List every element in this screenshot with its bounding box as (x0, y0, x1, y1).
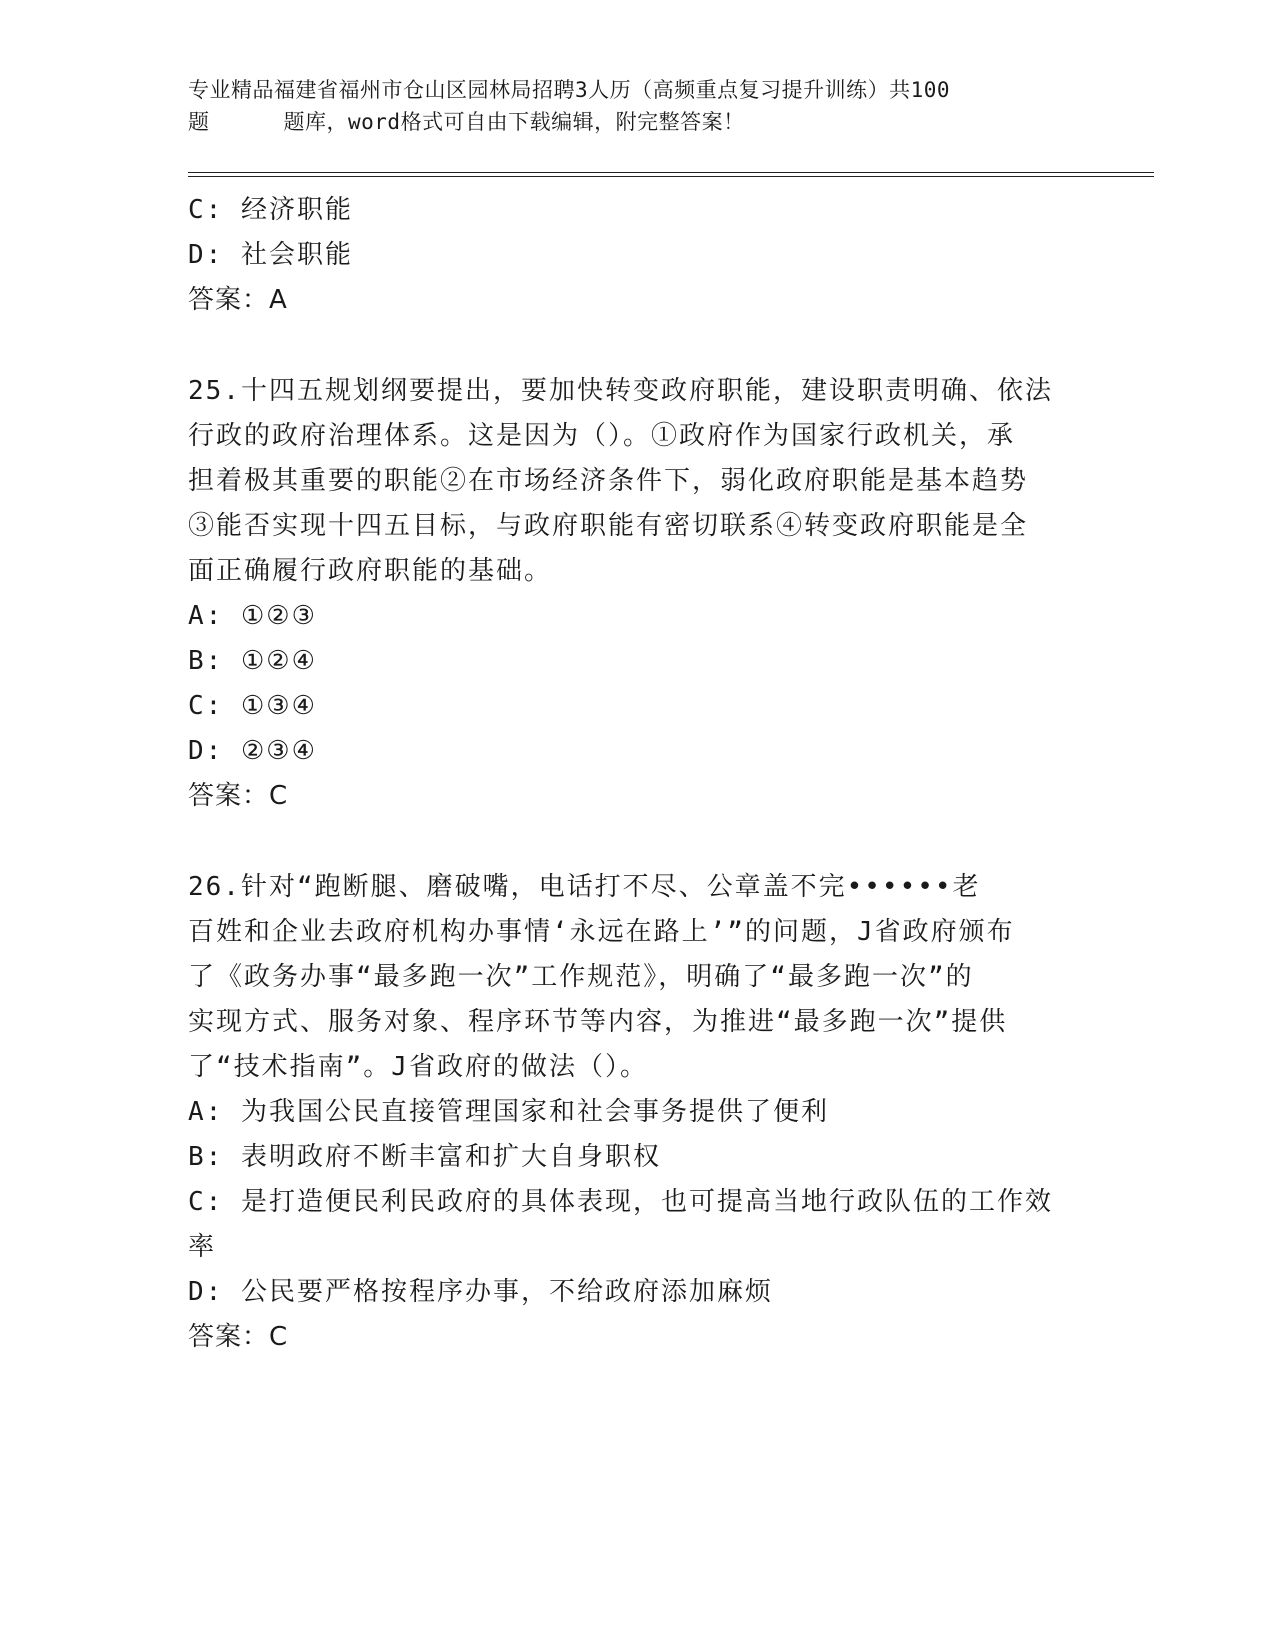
option-a: A: 为我国公民直接管理国家和社会事务提供了便利 (188, 1097, 829, 1127)
question-line: 了《政务办事“最多跑一次”工作规范》，明确了“最多跑一次”的 (188, 962, 974, 992)
option-b: B: 表明政府不断丰富和扩大自身职权 (188, 1142, 661, 1172)
question-line: 面正确履行政府职能的基础。 (188, 556, 553, 586)
question-line: 行政的政府治理体系。这是因为（）。①政府作为国家行政机关，承 (188, 421, 1016, 451)
answer-line: 答案：A (188, 285, 288, 315)
option-b: B: ①②④ (188, 646, 317, 676)
header-title-line2 (188, 106, 1088, 138)
header-divider-top (188, 172, 1154, 173)
question-line: 26.针对“跑断腿、磨破嘴，电话打不尽、公章盖不完••••••老 (188, 872, 981, 902)
option-c-continued: 率 (188, 1232, 217, 1262)
option-d: D: 社会职能 (188, 240, 353, 270)
document-body (188, 188, 1088, 1360)
question-line: 了“技术指南”。J省政府的做法（）。 (188, 1052, 648, 1082)
header-title-line1: 专业精品福建省福州市仓山区园林局招聘3人历（高频重点复习提升训练）共100 (188, 78, 951, 102)
question-line: 担着极其重要的职能②在市场经济条件下，弱化政府职能是基本趋势 (188, 466, 1029, 496)
header-divider-bottom (188, 176, 1154, 177)
option-d: D: 公民要严格按程序办事，不给政府添加麻烦 (188, 1277, 773, 1307)
question-line: 25.十四五规划纲要提出，要加快转变政府职能，建设职责明确、依法 (188, 376, 1053, 406)
question-line: ③能否实现十四五目标，与政府职能有密切联系④转变政府职能是全 (188, 511, 1029, 541)
question-25 (188, 369, 1088, 819)
answer-line: 答案：C (188, 781, 289, 811)
answer-line: 答案：C (188, 1322, 289, 1352)
question-line: 实现方式、服务对象、程序环节等内容，为推进“最多跑一次”提供 (188, 1007, 1008, 1037)
question-stem (188, 369, 1088, 594)
question-26 (188, 865, 1088, 1360)
option-d: D: ②③④ (188, 736, 317, 766)
header-line2-text: 题库，word格式可自由下载编辑，附完整答案！ (283, 110, 745, 134)
previous-question-tail (188, 188, 1088, 323)
question-stem (188, 865, 1088, 1090)
option-c: C: 是打造便民利民政府的具体表现，也可提高当地行政队伍的工作效 (188, 1187, 1053, 1217)
option-a: A: ①②③ (188, 601, 317, 631)
option-c: C: 经济职能 (188, 195, 353, 225)
header-line2-prefix: 题 (188, 110, 210, 134)
option-c: C: ①③④ (188, 691, 317, 721)
question-line: 百姓和企业去政府机构办事情‘永远在路上’”的问题，J省政府颁布 (188, 917, 1015, 947)
page-header (188, 74, 1088, 138)
